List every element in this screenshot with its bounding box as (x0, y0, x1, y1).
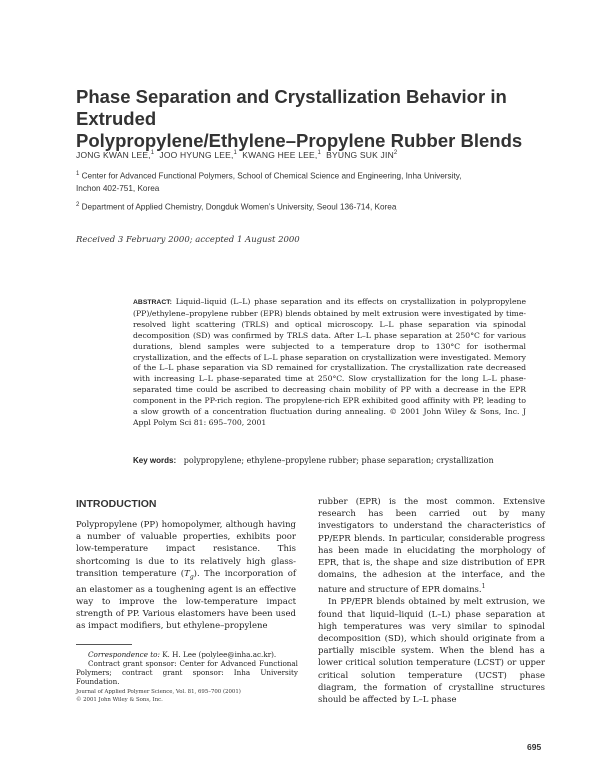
author-list (76, 150, 556, 160)
abstract-text: Liquid–liquid (L–L) phase separation and its effects on crystallization in polypropylene (PP)/ethylene–propylene rubber (EPR) blends obtained by melt extrusion were investigated by time-resolved light scattering (TRLS) and optical microscopy. L–L phase separation via spinodal decomposition (SD) was confirmed by TRLS data. After L–L phase separation at 250°C for various durations, blend samples were subjected to a temperature drop to 130°C for isothermal crystallization, and the effects of L–L phase separation on crystallization were investigated. Memory of the L–L phase separation via SD remained for crystallization. The crystallization rate decreased with increasing L–L phase-separated time at 250°C. Slow crystallization for the long L–L phase-separated time could be ascribed to decreasing chain mobility of PP with a decrease in the EPR component in the PP-rich region. The propylene-rich EPR exhibited good affinity with PP, leading to a slow growth of a concentration fluctuation during annealing. © 2001 John Wiley & Sons, Inc. J Appl Polym Sci 81: 695–700, 2001 (133, 297, 526, 427)
affiliation-2 (76, 199, 546, 214)
affiliation-text: Inchon 402-751, Korea (76, 183, 160, 193)
abstract-label: ABSTRACT: (133, 299, 172, 306)
author-affiliation-mark: 1 (317, 150, 321, 157)
reference-mark: 1 (481, 583, 486, 591)
author-affiliation-mark: 1 (150, 150, 155, 157)
paragraph (76, 519, 296, 633)
journal-info (76, 688, 298, 704)
author-affiliation-mark: 2 (393, 150, 398, 157)
keywords-text: polypropylene; ethylene–propylene rubber; phase separation; crystallization (183, 456, 494, 465)
grant-text: Contract grant sponsor: Center for Advanced Functional Polymers; contract grant sponsor: Inha University Foundation. (76, 659, 298, 686)
affiliation-text: Department of Applied Chemistry, Dongduk Women’s University, Seoul 136-714, Korea (81, 202, 397, 212)
tg-symbol: T (184, 568, 190, 579)
received-date: Received 3 February 2000; accepted 1 August 2000 (76, 235, 300, 245)
affiliation-text: Center for Advanced Functional Polymers, School of Chemical Science and Engineering, Inha University, (81, 171, 462, 181)
author-name: KWANG HEE LEE, (242, 150, 318, 160)
journal-citation: Journal of Applied Polymer Science, Vol. 81, 695–700 (2001) (76, 689, 241, 695)
paragraph (318, 496, 545, 596)
page-number: 695 (527, 742, 542, 752)
correspondence-text: K. H. Lee (polylee@inha.ac.kr). (162, 650, 277, 659)
right-column (318, 496, 545, 706)
paper-title (76, 86, 566, 152)
correspondence-label: Correspondence to: (88, 650, 160, 659)
affiliation-number: 2 (76, 202, 80, 208)
affiliation-number: 1 (76, 171, 80, 177)
paragraph-text: rubber (EPR) is the most common. Extensive research has been carried out by many investigators to understand the characteristics of PP/EPR blends. In particular, considerable progress has been made in elucidating the morphology of EPR, that is, the shape and size distribution of EPR domains, the adhesion at the interface, and the nature and structure of EPR domains. (318, 497, 545, 596)
paragraph: In PP/EPR blends obtained by melt extrusion, we found that liquid–liquid (L–L) phase separation at high temperatures was very similar to spinodal decomposition (SD), which should originate from a partially miscible system. When the blend has a lower critical solution temperature (LCST) or upper critical solution temperature (UCST) phase diagram, the formation of crystalline structures should be affected by L–L phase (318, 597, 545, 706)
author-affiliation-mark: 1 (233, 150, 238, 157)
title-line-1: Phase Separation and Crystallization Behavior in Extruded (76, 86, 507, 129)
footnote (76, 650, 298, 686)
tg-subscript: g (189, 573, 194, 581)
footnote-divider (76, 644, 132, 645)
section-heading: INTRODUCTION (76, 498, 157, 510)
author-name: BYUNG SUK JIN (326, 150, 394, 160)
affiliation-1 (76, 168, 546, 195)
title-line-2: Polypropylene/Ethylene–Propylene Rubber Blends (76, 130, 523, 151)
author-name: JONG KWAN LEE, (76, 150, 151, 160)
author-name: JOO HYUNG LEE, (159, 150, 234, 160)
keywords (133, 455, 526, 466)
left-column (76, 519, 296, 633)
paragraph-text: Polypropylene (PP) homopolymer, although having a number of valuable properties, exhibits poor low-temperature impact resistance. This shortcoming is due to its relatively high glass-transition temperature ( (76, 520, 296, 579)
keywords-label: Key words: (133, 456, 177, 465)
abstract (133, 297, 526, 429)
journal-copyright: © 2001 John Wiley & Sons, Inc. (76, 697, 163, 703)
paragraph-text: ). The incorporation of an elastomer as a toughening agent is an effective way to improve the low-temperature impact strength of PP. Various elastomers have been used as impact modifiers, but ethylene–propylene (76, 568, 296, 632)
